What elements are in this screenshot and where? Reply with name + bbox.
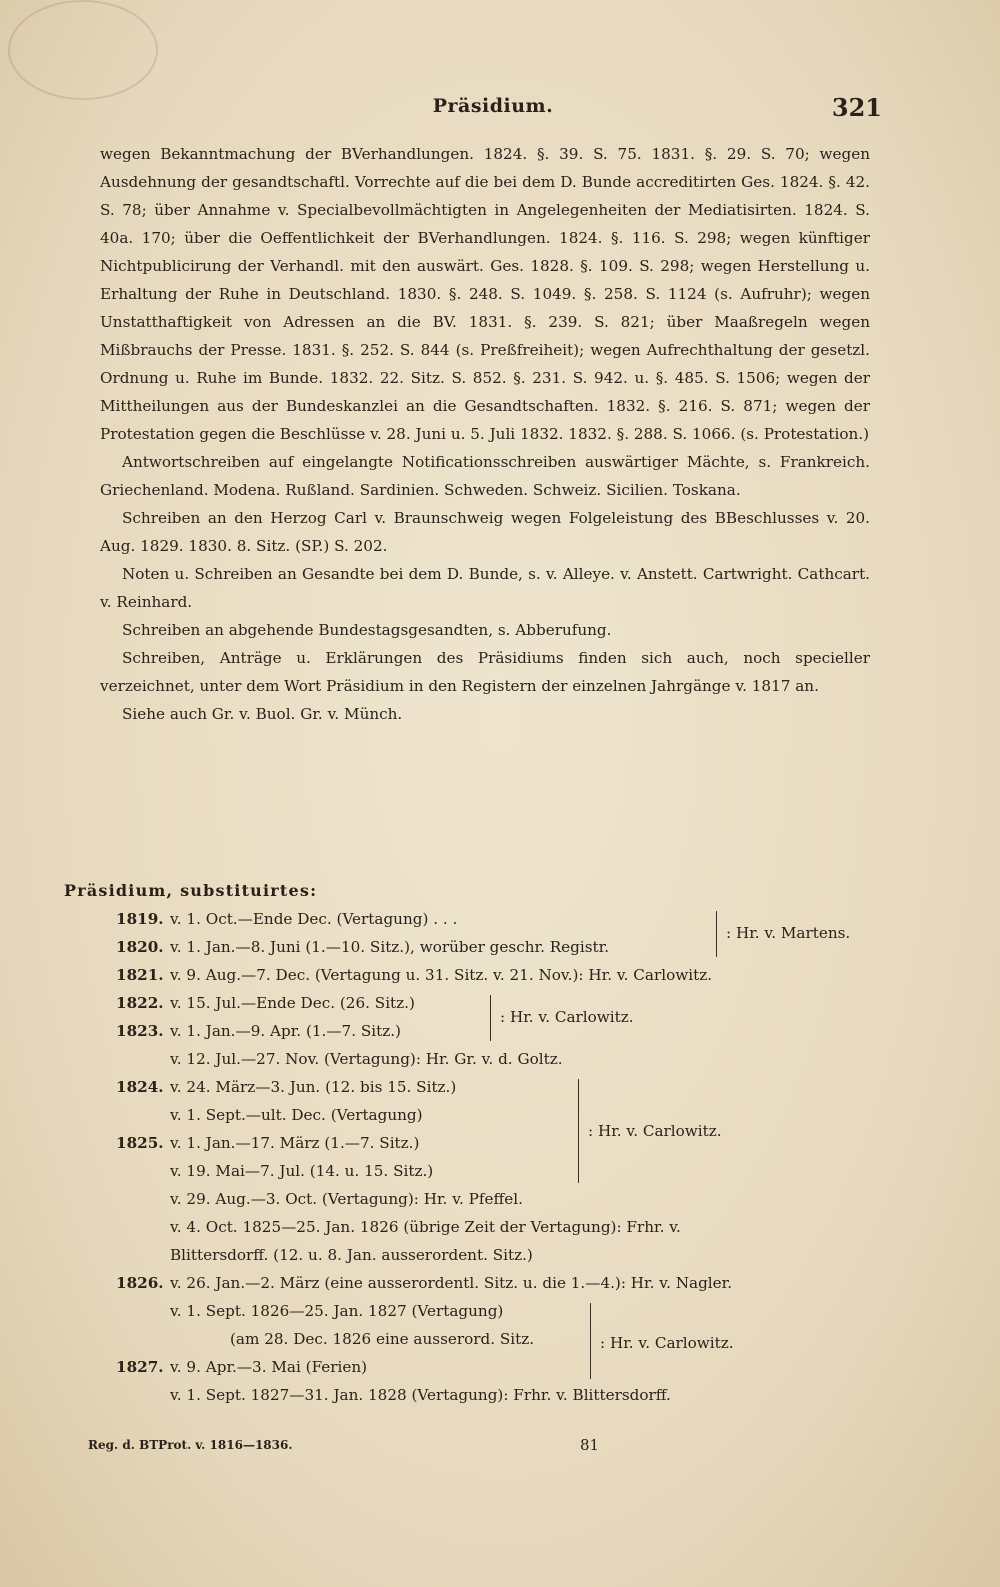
row-text: v. 1. Oct.—Ende Dec. (Vertagung) . . .: [170, 910, 458, 928]
table-row: [64, 1101, 864, 1129]
row-text: (am 28. Dec. 1826 eine ausserord. Sitz.: [230, 1330, 535, 1348]
paragraph-noten: Noten u. Schreiben an Gesandte bei dem D. Bunde, s. v. Alleye. v. Anstett. Cartwright. Cathcart. v. Reinhard.: [100, 565, 870, 611]
row-text: v. 4. Oct. 1825—25. Jan. 1826 (übrige Zeit der Vertagung): Frhr. v.: [170, 1218, 681, 1236]
row-text: v. 1. Sept. 1827—31. Jan. 1828 (Vertagung): Frhr. v. Blittersdorff.: [170, 1386, 671, 1404]
section-heading: Präsidium, substituirtes:: [64, 881, 318, 900]
row-text: v. 15. Jul.—Ende Dec. (26. Sitz.): [170, 994, 415, 1012]
paragraph-antwortschreiben: Antwortschreiben auf eingelangte Notificationsschreiben auswärtiger Mächte, s. Frankreich. Griechenland. Modena. Rußland. Sardinien. Schweden. Schweiz. Sicilien. Toskana.: [100, 453, 870, 499]
row-text: v. 26. Jan.—2. März (eine ausserordentl. Sitz. u. die 1.—4.): Hr. v. Nagler.: [170, 1274, 733, 1292]
table-row: [64, 1325, 864, 1353]
brace-1824-1825: [578, 1079, 579, 1183]
page-number: 321: [831, 93, 882, 122]
row-year: 1827.: [116, 1358, 164, 1376]
row-text: v. 29. Aug.—3. Oct. (Vertagung): Hr. v. Pfeffel.: [170, 1190, 523, 1208]
page-footer: [88, 1438, 748, 1462]
row-text: v. 12. Jul.—27. Nov. (Vertagung): Hr. Gr. v. d. Goltz.: [170, 1050, 563, 1068]
brace-1822-1823: [490, 995, 491, 1041]
brace-label-carlowitz-2: : Hr. v. Carlowitz.: [588, 1122, 722, 1140]
row-year: 1825.: [116, 1134, 164, 1152]
row-text: v. 1. Sept. 1826—25. Jan. 1827 (Vertagung): [170, 1302, 504, 1320]
running-title: Präsidium.: [432, 95, 554, 117]
row-year: 1822.: [116, 994, 164, 1012]
row-text: v. 19. Mai—7. Jul. (14. u. 15. Sitz.): [170, 1162, 434, 1180]
row-text: v. 1. Jan.—9. Apr. (1.—7. Sitz.): [170, 1022, 401, 1040]
paragraph-presidial-proposals: wegen Bekanntmachung der BVerhandlungen. 1824. §. 39. S. 75. 1831. §. 29. S. 70; wegen Ausdehnung der gesandtschaftl. Vorrechte auf die bei dem D. Bunde accreditirten Ges. 1824. §. 42. S. 78; über Annahme v. Specialbevollmächtigten in Angelegenheiten der Mediatisirten. 1824. S. 40a. 170; über die Oeffentlichkeit der BVerhandlungen. 1824. §. 116. S. 298; wegen künftiger Nichtpublicirung der Verhandl. mit den auswärt. Ges. 1828. §. 109. S. 298; wegen Herstellung u. Erhaltung der Ruhe in Deutschland. 1830. §. 248. S. 1049. §. 258. S. 1124 (s. Aufruhr); wegen Unstatthaftigkeit von Adressen an die BV. 1831. §. 239. S. 821; über Maaßregeln wegen Mißbrauchs der Presse. 1831. §. 252. S. 844 (s. Preßfreiheit); wegen Aufrechthaltung der gesetzl. Ordnung u. Ruhe im Bunde. 1832. 22. Sitz. S. 852. §. 231. S. 942. u. §. 485. S. 1506; wegen der Mittheilungen aus der Bundeskanzlei an die Gesandtschaften. 1832. §. 216. S. 871; wegen der Protestation gegen die Beschlüsse v. 28. Juni u. 5. Juli 1832. 1832. §. 288. S. 1066. (s. Protestation.): [100, 145, 870, 443]
row-text: v. 24. März—3. Jun. (12. bis 15. Sitz.): [170, 1078, 457, 1096]
paragraph-schreiben-braunschweig: Schreiben an den Herzog Carl v. Braunschweig wegen Folgeleistung des BBeschlusses v. 20. Aug. 1829. 1830. 8. Sitz. (SP.) S. 202.: [100, 509, 870, 555]
substituted-presidency-section: [64, 877, 864, 1409]
row-year: 1820.: [116, 938, 164, 956]
brace-1826-1827: [590, 1303, 591, 1379]
table-row: [64, 961, 864, 989]
brace-label-martens: : Hr. v. Martens.: [726, 924, 851, 942]
table-row: [64, 1185, 864, 1213]
row-text: v. 9. Apr.—3. Mai (Ferien): [170, 1358, 368, 1376]
paragraph-registers: Schreiben, Anträge u. Erklärungen des Präsidiums finden sich auch, noch specieller verzeichnet, unter dem Wort Präsidium in den Registern der einzelnen Jahrgänge v. 1817 an.: [100, 649, 870, 695]
table-row: [64, 1157, 864, 1185]
row-year: 1823.: [116, 1022, 164, 1040]
row-text: Blittersdorff. (12. u. 8. Jan. ausserordent. Sitz.): [170, 1246, 533, 1264]
brace-label-carlowitz-3: : Hr. v. Carlowitz.: [600, 1334, 734, 1352]
paragraph-see-also: Siehe auch Gr. v. Buol. Gr. v. Münch.: [122, 705, 403, 723]
body-text: [100, 140, 870, 728]
table-row: [64, 1353, 864, 1381]
row-text: v. 1. Sept.—ult. Dec. (Vertagung): [170, 1106, 423, 1124]
table-row: [64, 1017, 864, 1045]
table-row: [64, 989, 864, 1017]
row-text: v. 9. Aug.—7. Dec. (Vertagung u. 31. Sitz. v. 21. Nov.): Hr. v. Carlowitz.: [170, 966, 713, 984]
table-row: [64, 1073, 864, 1101]
brace-label-carlowitz-1: : Hr. v. Carlowitz.: [500, 1008, 634, 1026]
library-stamp: [8, 0, 158, 100]
table-row: [64, 1381, 864, 1409]
row-year: 1824.: [116, 1078, 164, 1096]
table-row: [64, 1213, 864, 1241]
table-row: [64, 1241, 864, 1269]
row-text: v. 1. Jan.—8. Juni (1.—10. Sitz.), worüber geschr. Registr.: [170, 938, 610, 956]
row-year: 1821.: [116, 966, 164, 984]
paragraph-abberufung: Schreiben an abgehende Bundestagsgesandten, s. Abberufung.: [122, 621, 612, 639]
printer-signature: Reg. d. BTProt. v. 1816—1836.: [88, 1438, 293, 1452]
page-header: [104, 95, 882, 125]
sheet-number: 81: [580, 1436, 600, 1454]
row-text: v. 1. Jan.—17. März (1.—7. Sitz.): [170, 1134, 420, 1152]
table-row: [64, 1045, 864, 1073]
table-row: [64, 1129, 864, 1157]
row-year: 1819.: [116, 910, 164, 928]
row-year: 1826.: [116, 1274, 164, 1292]
table-row: [64, 1297, 864, 1325]
table-row: [64, 1269, 864, 1297]
brace-1819-1820: [716, 911, 717, 957]
